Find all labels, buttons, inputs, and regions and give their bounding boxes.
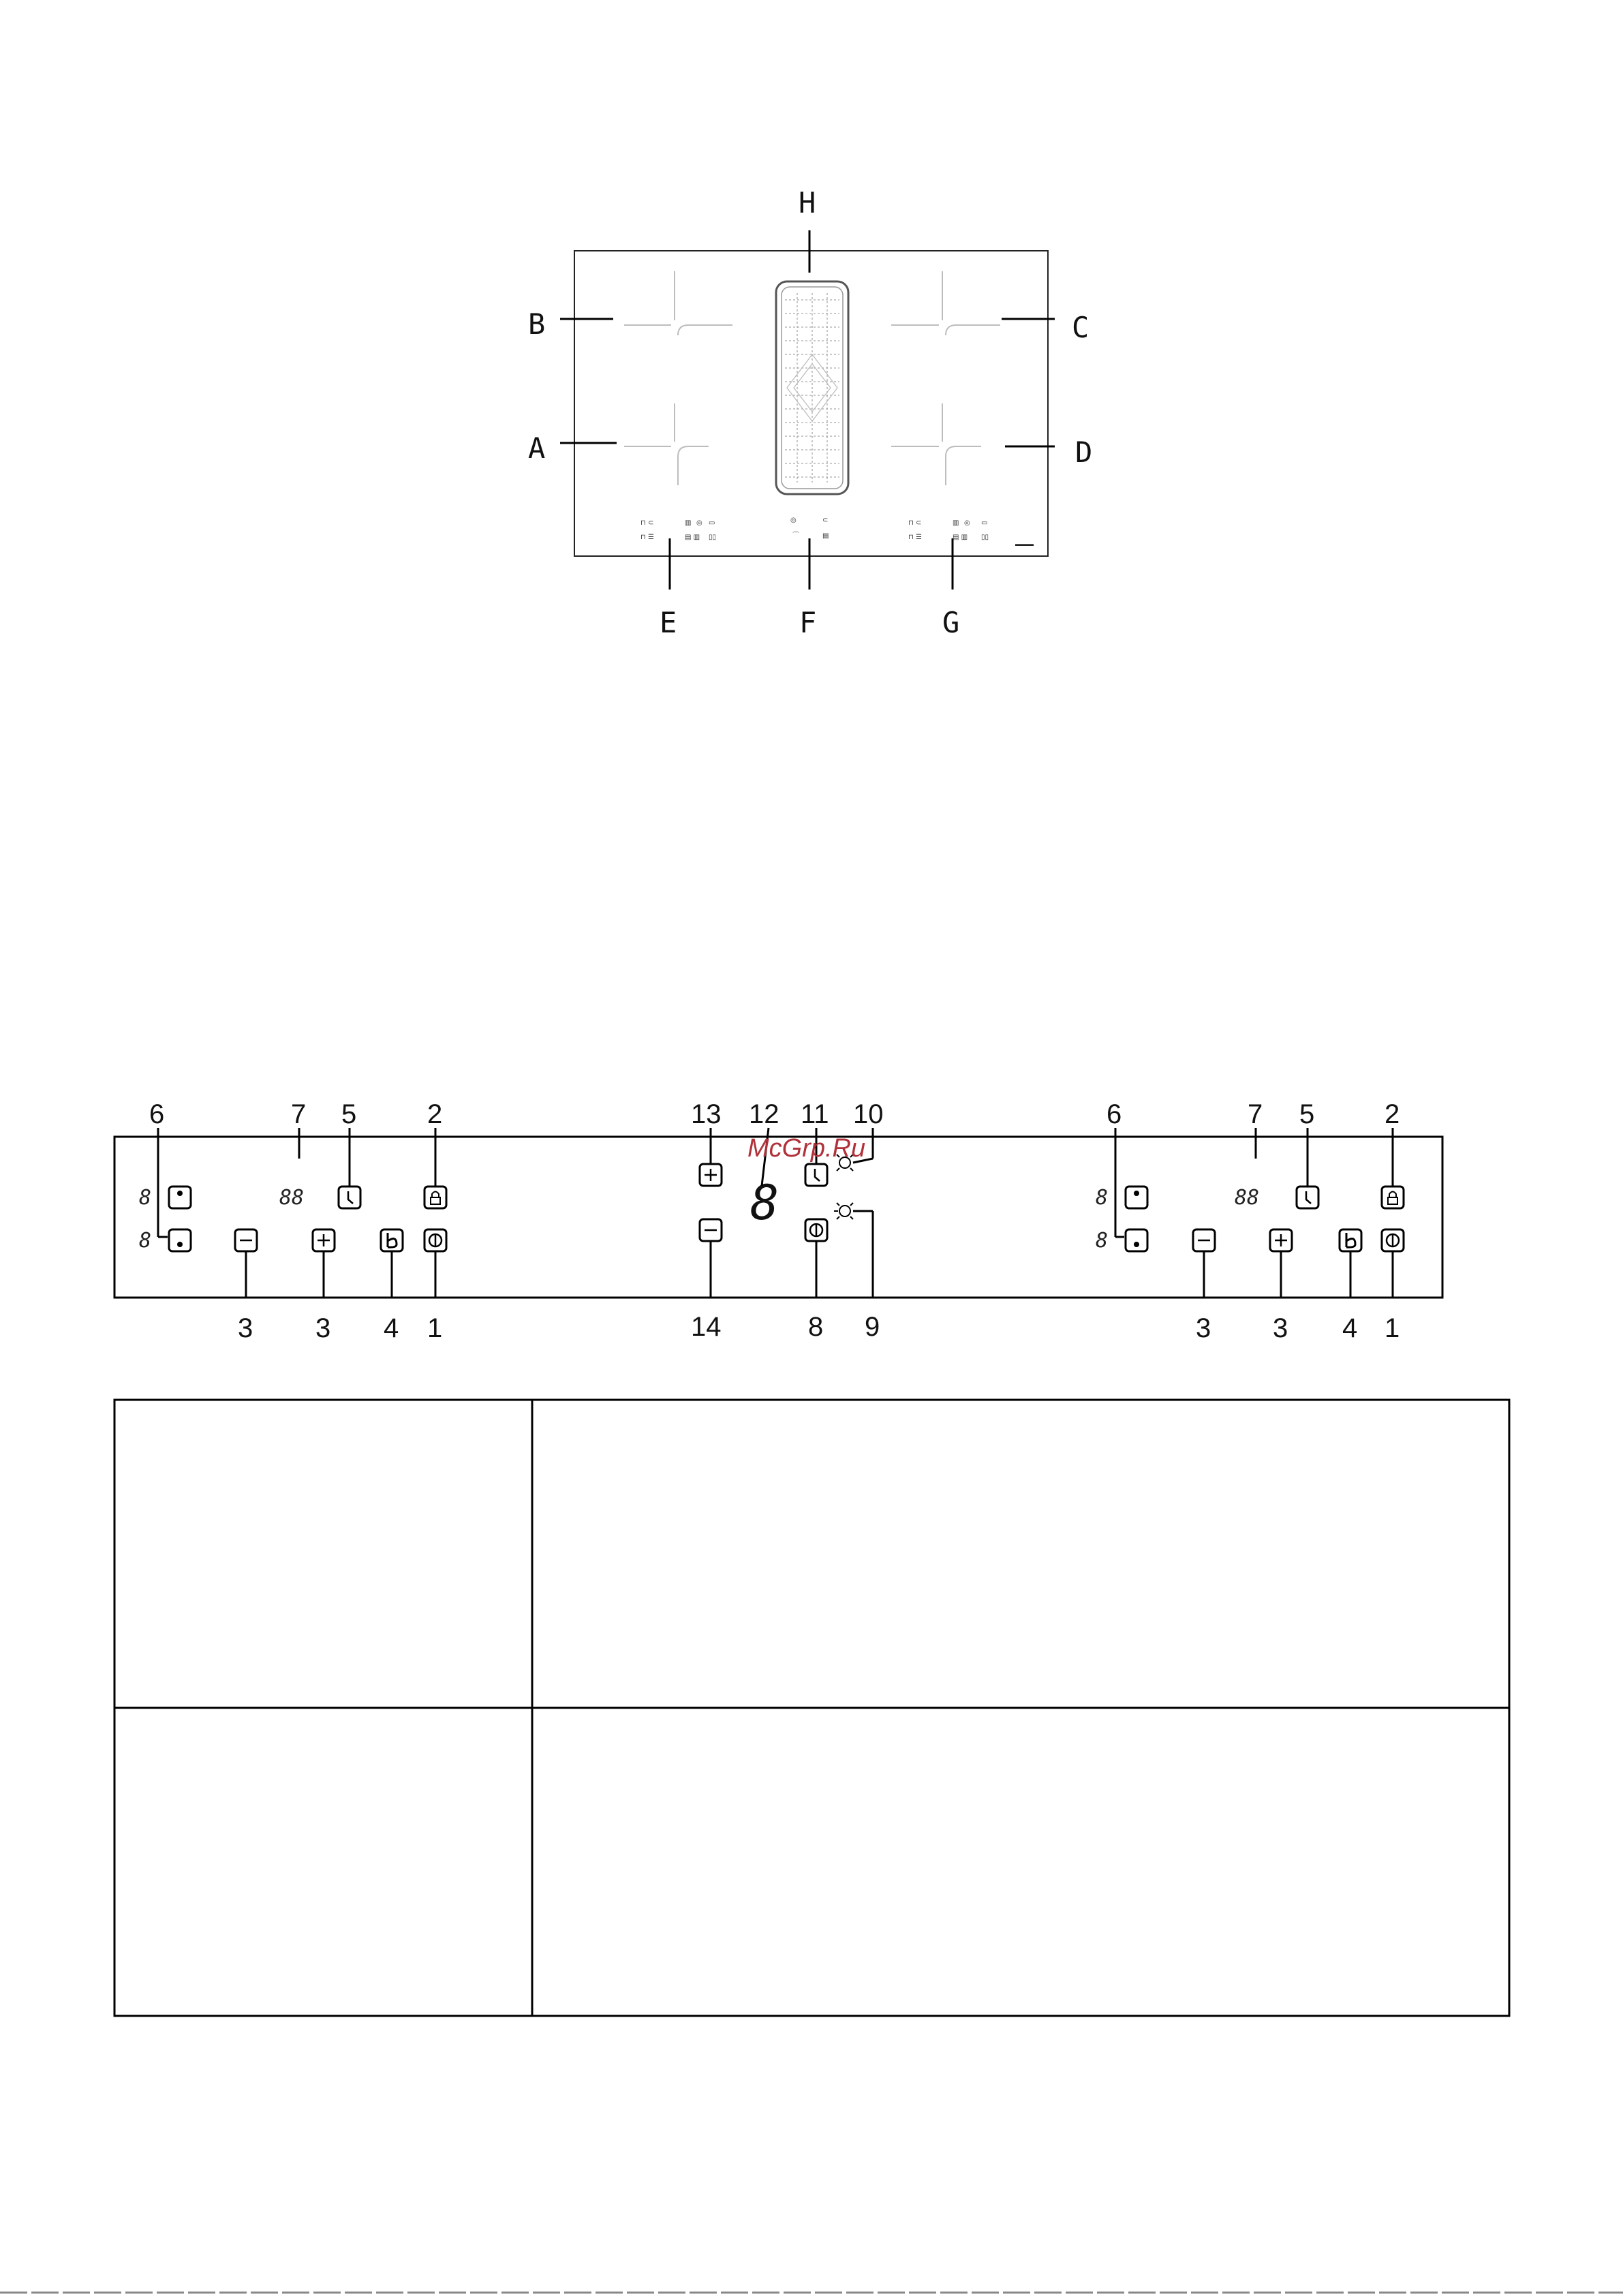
- label-zone-b: B: [528, 307, 546, 341]
- extractor-grille: [776, 281, 848, 494]
- callout-1-right: 1: [1385, 1313, 1400, 1343]
- svg-text:◎: ◎: [696, 519, 702, 527]
- power-button[interactable]: [424, 1229, 446, 1251]
- callout-2-left: 2: [427, 1099, 443, 1129]
- callout-7-left: 7: [291, 1099, 307, 1129]
- callout-8: 8: [808, 1312, 824, 1342]
- svg-text:◎: ◎: [790, 517, 797, 524]
- svg-text:▯▯: ▯▯: [981, 534, 989, 541]
- callout-6-left: 6: [149, 1099, 165, 1129]
- callout-4-left: 4: [384, 1313, 399, 1343]
- plus-button[interactable]: [1270, 1229, 1292, 1251]
- svg-text:▤ ▥: ▤ ▥: [953, 534, 968, 541]
- hob-diagram: [528, 186, 1092, 639]
- callout-13: 13: [691, 1099, 722, 1129]
- svg-text:▤ ▥: ▤ ▥: [685, 534, 700, 541]
- right-leaders: [1115, 1128, 1393, 1298]
- dot-top-icon: [177, 1191, 183, 1196]
- callout-1-left: 1: [427, 1313, 443, 1343]
- callout-6-right: 6: [1107, 1099, 1122, 1129]
- light-icon: [839, 1206, 850, 1216]
- minus-button[interactable]: [1193, 1229, 1215, 1251]
- control-panel: [114, 1099, 1442, 1343]
- callout-11: 11: [801, 1099, 829, 1129]
- zone-display-bottom: 8: [139, 1229, 152, 1253]
- label-zone-d: D: [1075, 435, 1093, 469]
- boost-button[interactable]: [381, 1229, 403, 1251]
- extractor-timer-button[interactable]: [805, 1164, 827, 1186]
- svg-text:▬▬▬: ▬▬▬: [1015, 540, 1034, 547]
- label-zone-g: G: [942, 606, 960, 639]
- lock-button[interactable]: [424, 1187, 446, 1208]
- extractor-power-button[interactable]: [805, 1219, 827, 1241]
- extractor-display: 8: [750, 1175, 779, 1231]
- zone-display-top: 8: [139, 1186, 152, 1210]
- boost-button[interactable]: [1340, 1229, 1361, 1251]
- label-zone-c: C: [1072, 311, 1089, 344]
- timer-button[interactable]: [339, 1187, 360, 1208]
- timer-button[interactable]: [1297, 1187, 1318, 1208]
- dot-bottom-icon: [1134, 1242, 1139, 1247]
- callout-4-right: 4: [1342, 1313, 1358, 1343]
- callout-5-left: 5: [341, 1099, 357, 1129]
- description-table: [114, 1400, 1509, 2016]
- dot-bottom-icon: [177, 1242, 183, 1247]
- svg-text:▥: ▥: [685, 519, 692, 527]
- callout-2-right: 2: [1385, 1099, 1400, 1129]
- callout-3a-right: 3: [1196, 1313, 1211, 1343]
- label-zone-a: A: [528, 431, 546, 465]
- left-leaders: [158, 1128, 435, 1298]
- power-button[interactable]: [1382, 1229, 1404, 1251]
- svg-text:◎: ◎: [964, 519, 970, 527]
- zone-select-bottom-button[interactable]: [169, 1229, 191, 1251]
- callout-5-right: 5: [1299, 1099, 1315, 1129]
- zone-select-top-button[interactable]: [1126, 1187, 1147, 1208]
- zone-marks-right: [891, 271, 1000, 485]
- minus-button[interactable]: [235, 1229, 257, 1251]
- svg-text:▥: ▥: [953, 519, 959, 527]
- timer-display: 88: [279, 1186, 305, 1210]
- center-control-group: [691, 1099, 884, 1342]
- svg-text:⊓ ☰: ⊓ ☰: [640, 534, 654, 541]
- extractor-minus-button[interactable]: [700, 1219, 722, 1241]
- plus-button[interactable]: [313, 1229, 335, 1251]
- zone-select-bottom-button[interactable]: [1126, 1229, 1147, 1251]
- label-zone-f: F: [799, 606, 817, 639]
- callout-9: 9: [865, 1312, 880, 1342]
- callout-7-right: 7: [1248, 1099, 1263, 1129]
- zone-select-top-button[interactable]: [169, 1187, 191, 1208]
- callout-10: 10: [853, 1099, 884, 1129]
- svg-text:▤: ▤: [822, 532, 829, 540]
- svg-text:⊓ ⊂: ⊓ ⊂: [640, 519, 654, 527]
- hob-touch-glyphs: [640, 517, 1034, 547]
- callout-12: 12: [749, 1099, 779, 1129]
- zone-display-top: 8: [1096, 1186, 1109, 1210]
- zone-display-bottom: 8: [1096, 1229, 1109, 1253]
- svg-text:▯▯: ▯▯: [709, 534, 717, 541]
- svg-text:⌒: ⌒: [792, 532, 799, 540]
- extractor-plus-button[interactable]: [700, 1164, 722, 1186]
- svg-text:⊂: ⊂: [822, 517, 829, 524]
- label-zone-e: E: [660, 606, 677, 639]
- label-zone-h: H: [799, 186, 816, 219]
- light-indicator-bottom: [834, 1203, 853, 1219]
- callout-3b-right: 3: [1273, 1313, 1288, 1343]
- lock-button[interactable]: [1382, 1187, 1404, 1208]
- callout-3b-left: 3: [315, 1313, 331, 1343]
- callout-3a-left: 3: [238, 1313, 253, 1343]
- timer-display: 88: [1235, 1186, 1260, 1210]
- svg-text:▭: ▭: [709, 519, 715, 527]
- zone-marks-left: [624, 271, 732, 485]
- dot-top-icon: [1134, 1191, 1139, 1196]
- svg-text:⊓ ⊂: ⊓ ⊂: [908, 519, 922, 527]
- hob-outline: [574, 251, 1048, 556]
- svg-text:▭: ▭: [981, 519, 988, 527]
- watermark: McGrp.Ru: [747, 1134, 866, 1163]
- svg-text:⊓ ☰: ⊓ ☰: [908, 534, 922, 541]
- callout-14: 14: [691, 1312, 722, 1342]
